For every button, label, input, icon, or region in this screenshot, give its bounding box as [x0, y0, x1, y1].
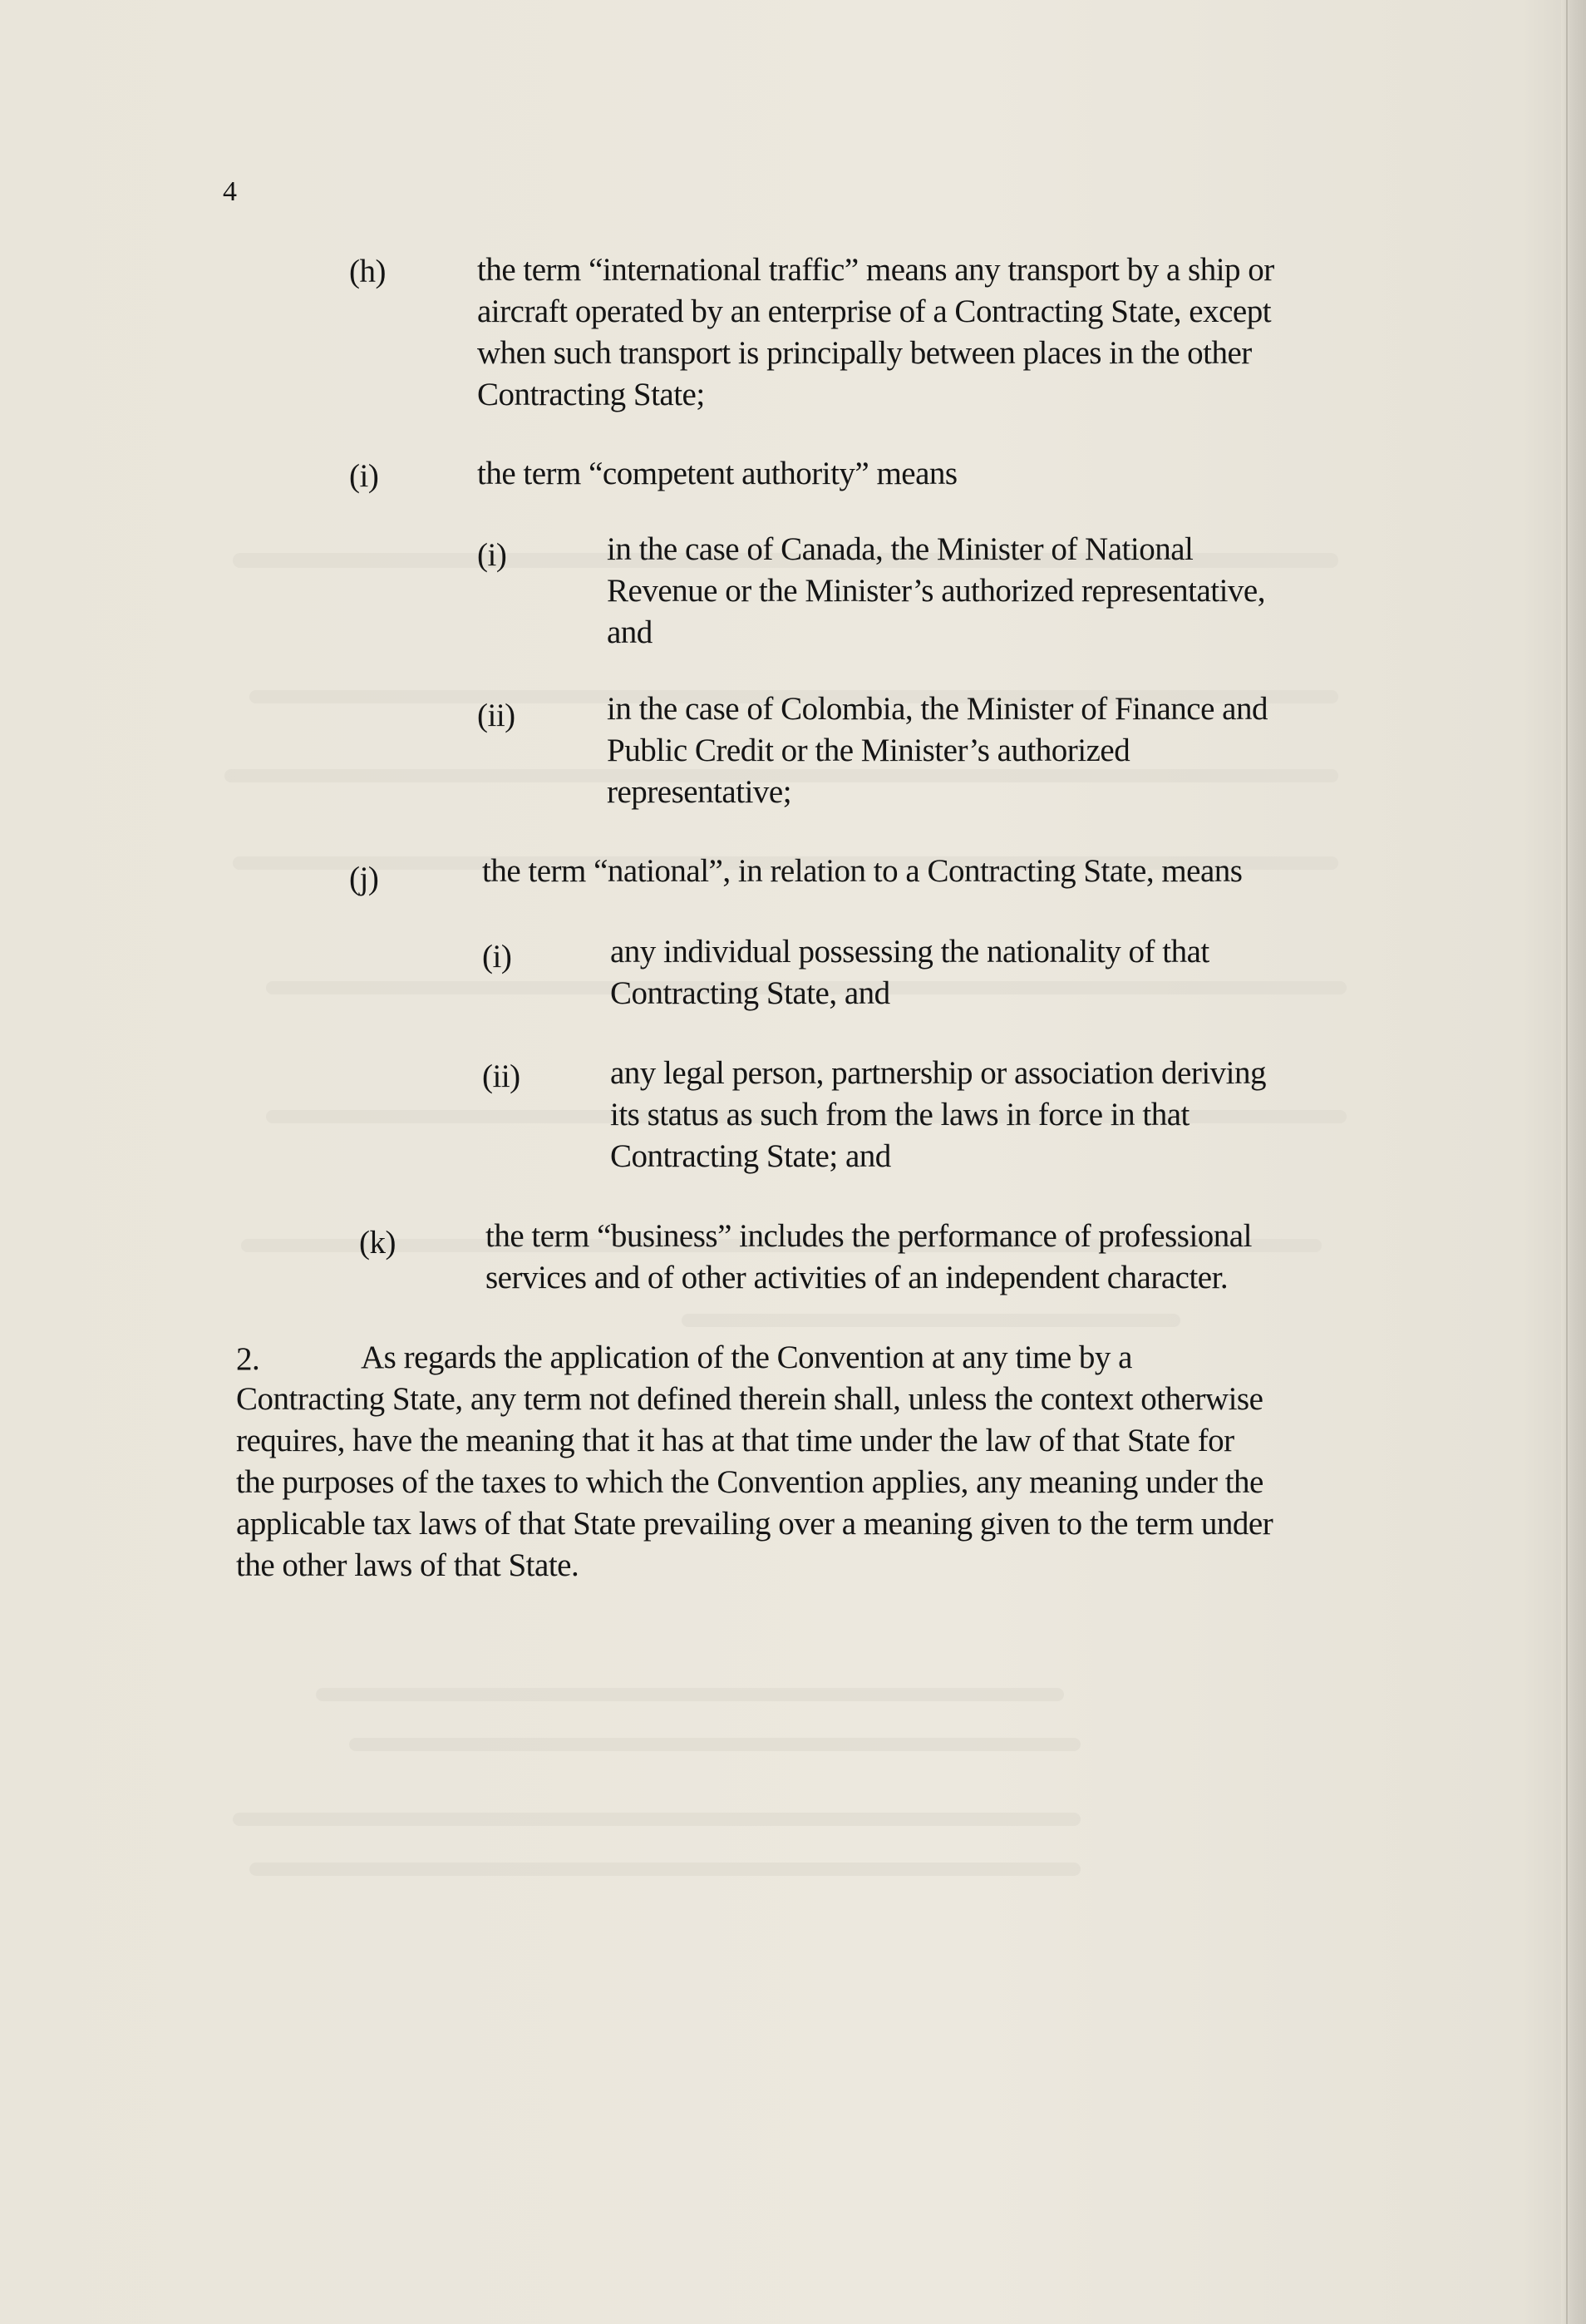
- paragraph-2-first-line: As regards the application of the Convention at any time by a: [361, 1340, 1132, 1375]
- definition-j-sub-i-label: (i): [482, 939, 512, 975]
- paragraph-2-body: Contracting State, any term not defined therein shall, unless the context otherwise requires, have the meaning that it has at that time under the law of that State for the purposes of the taxes to which the Convention applies, any meaning under the applicable tax laws of that State prevailing over a meaning given to the term under the other laws of that State.: [236, 1381, 1273, 1583]
- definition-i-sub-ii-text: in the case of Colombia, the Minister of Finance and Public Credit or the Minister’s authorized representative;: [607, 691, 1268, 810]
- definition-i-sub-ii-label: (ii): [477, 698, 515, 733]
- paragraph-2-number: 2.: [236, 1341, 260, 1377]
- definition-k-text: the term “business” includes the performance of professional services and of other activities of an independent character.: [485, 1218, 1252, 1295]
- definition-i-sub-i-label: (i): [477, 537, 507, 573]
- definition-k-label: (k): [359, 1225, 396, 1261]
- definition-i-text: the term “competent authority” means: [477, 456, 958, 491]
- definition-h-text: the term “international traffic” means any transport by a ship or aircraft operated by an enterprise of a Contracting State, except when such transport is principally between places in the other Contracting State;: [477, 252, 1274, 412]
- page-number: 4: [223, 176, 237, 207]
- definition-i-sub-i-text: in the case of Canada, the Minister of National Revenue or the Minister’s authorized representative, and: [607, 531, 1265, 650]
- definition-j-text: the term “national”, in relation to a Contracting State, means: [482, 853, 1243, 889]
- definition-h-label: (h): [349, 254, 386, 289]
- definition-j-sub-ii-label: (ii): [482, 1058, 520, 1094]
- definition-i-label: (i): [349, 458, 379, 494]
- definition-j-sub-ii-text: any legal person, partnership or association deriving its status as such from the laws in force in that Contracting State; and: [610, 1055, 1267, 1174]
- definition-j-sub-i-text: any individual possessing the nationality of that Contracting State, and: [610, 934, 1209, 1011]
- definition-j-label: (j): [349, 861, 379, 896]
